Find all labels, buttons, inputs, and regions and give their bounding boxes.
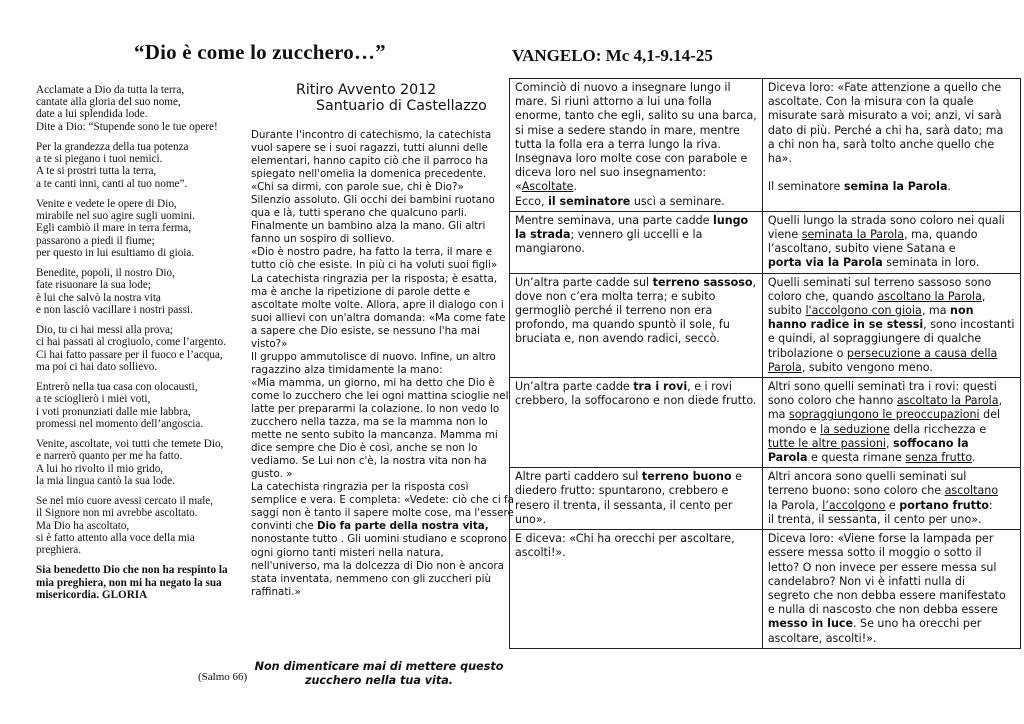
gospel-line: dove non c’era molta terra; e subito [515,289,716,303]
gospel-line: Parola, subito vengono meno. [767,360,933,374]
gospel-line: segreto che non debba essere manifestato [767,588,1006,602]
story-line: qua e là, tutti sperano che qualcuno parli. [251,207,468,220]
parable-cell [510,211,763,273]
gospel-table-body [510,79,1021,649]
story-line: ogni giorno tanti misteri nella natura, [251,546,444,559]
psalm-column [36,84,250,601]
gospel-line: si mise a sedere stando in mare, mentre [515,123,740,137]
gospel-line: Mentre seminava, una parte cadde lungo [515,213,749,227]
gospel-line: il trenta, il sessanta, il cento per uno». [767,512,982,526]
psalm-stanza: Acclamate a Dio da tutta la terra, cantate alla gloria del suo nome, date a lui splendida lode. Dite a Dio: “Stupende sono le tue opere! [36,84,218,133]
gospel-line: misurate sarà misurato a voi; anzi, vi sarà [767,109,1002,123]
gospel-line: l’ascoltano, subito viene Satana e [767,242,956,256]
parable-cell [510,468,763,530]
page-title: “Dio è come lo zucchero…” [134,40,386,64]
gospel-line: sono coloro che hanno ascoltato la Parola, [767,394,1003,408]
gospel-line: coloro che, quando ascoltano la Parola, [767,289,986,303]
psalm-doxology: Sia benedetto Dio che non ha respinto la mia preghiera, non mi ha negato la sua misericordia. GLORIA [36,564,228,601]
psalm-reference: (Salmo 66) [198,671,248,683]
gospel-line: crebbero, la soffocarono e non diede frutto. [515,394,757,408]
closing-note: Non dimenticare mai di mettere questo zucchero nella tua vita. [254,660,504,687]
explanation-cell [762,468,1020,530]
story-line: suoi allievi con un'altra domanda: «Ma come fate [251,311,506,324]
parable-cell [510,273,763,377]
gospel-line: porta via la Parola seminata in loro. [767,256,980,270]
retreat-title: Ritiro Avvento 2012 [296,82,437,98]
story-line: ma è anche la ripetizione di parole dette e [251,285,471,298]
gospel-line: la strada; vennero gli uccelli e la [515,228,703,242]
story-line: fanno un sospiro di sollievo. [251,233,395,246]
gospel-line: e quindi, al sopraggiungere di qualche [767,332,982,346]
gospel-line: dato di più. Perché a chi ha, sarà dato; ma [767,123,1004,137]
gospel-line: Parola e questa rimane senza frutto. [767,451,976,465]
gospel-line: Il seminatore semina la Parola. [767,180,951,194]
gospel-line: Quelli lungo la strada sono coloro nei quali [767,213,1005,227]
gospel-line: terreno buono: sono coloro che ascoltano [767,484,999,498]
gospel-line: subito l'accolgono con gioia, ma non [767,304,974,318]
gospel-line: mare. Si riunì attorno a lui una folla [515,95,712,109]
gospel-line: enorme, tanto che egli, salito su una barca, [515,109,757,123]
gospel-line: Un’altra parte cadde tra i rovi, e i rovi [515,380,732,394]
story-line: Silenzio assoluto. Gli occhi dei bambini ruotano [251,194,495,207]
gospel-line: la Parola, l’accolgono e portano frutto: [767,498,993,512]
gospel-line: diceva loro nel suo insegnamento: [515,166,707,180]
gospel-line: tutta la folla era a terra lungo la riva. [515,137,721,151]
gospel-line: Diceva loro: «Fate attenzione a quello che [767,81,1002,94]
gospel-line: uno». [515,512,547,526]
explanation-cell [762,530,1020,649]
story-line: nell'universo, ma la dolcezza di Dio non è ancora [251,559,504,572]
gospel-line: essere messa sotto il moggio o sotto il [767,546,982,560]
table-row [510,468,1021,530]
table-row [510,211,1021,273]
gospel-line: tribolazione o persecuzione a causa della [767,346,998,360]
gospel-line: Diceva loro: «Viene forse la lampada per [767,532,994,546]
story-line: convinti che Dio fa parte della nostra vita, [251,520,489,533]
psalm-stanza: Benedite, popoli, il nostro Dio, fate risuonare la sua lode; è lui che salvò la nostra vita e non lasciò vacillare i nostri passi. [36,267,193,316]
gospel-line: profondo, ma quando spuntò il sole, fu [515,318,730,332]
story-line: ragazzino alza timidamente la mano: [251,363,443,376]
explanation-cell [762,211,1020,273]
story-line: come lo zucchero che lei ogni mattina scioglie nel [251,389,509,402]
psalm-stanza: Dio, tu ci hai messi alla prova; ci hai passati al crogiuolo, come l’argento. Ci hai fatto passare per il fuoco e l’acqua, ma poi ci hai dato sollievo. [36,324,226,373]
table-row [510,79,1021,212]
psalm-stanza: Per la grandezza della tua potenza a te si piegano i tuoi nemici. A te si prostri tutta la terra, a te canti inni, canti al tuo nome”. [36,141,189,190]
gospel-line: viene seminata la Parola, ma, quando [767,228,978,242]
story-line: La catechista ringrazia per la risposta così [251,481,469,494]
gospel-line: mangiarono. [515,242,585,256]
gospel-line: Un’altra parte cadde sul terreno sassoso, [515,275,757,289]
gospel-line: Altre parti caddero sul terreno buono e [515,470,742,484]
gospel-line: mondo e la seduzione della ricchezza e [767,422,987,436]
psalm-stanza: Venite e vedete le opere di Dio, mirabile nel suo agire sugli uomini. Egli cambiò il mare in terra ferma, passarono a piedi il fiume; per questo in lui esultiamo di gioia. [36,198,196,259]
gospel-line: ascoltate. Con la misura con la quale [767,95,974,109]
story-line: Durante l'incontro di catechismo, la catechista [251,129,492,141]
psalm-stanza: Venite, ascoltate, voi tutti che temete Dio, e narrerò quanto per me ha fatto. A lui ho rivolto il mio grido, la mia lingua cantò la sua lode. [36,438,224,487]
table-row [510,378,1021,468]
story-line: semplice e vera. E completa: «Vedete: ciò che ci fa [251,494,514,507]
gospel-line: tutte le altre passioni, soffocano la [767,436,969,450]
gospel-line: «Ascoltate. [515,180,577,194]
story-line: «Mia mamma, un giorno, mi ha detto che Dio è [251,376,495,389]
parable-cell [510,378,763,468]
gospel-line [768,166,1015,180]
story-line: visto?» [251,337,288,350]
gospel-line: Altri ancora sono quelli seminati sul [767,470,967,484]
story-line: dice sempre che Dio è così, anche se non lo [251,442,478,455]
story-line: Finalmente un bambino alza la mano. Gli altri [251,220,486,233]
story-line: Il gruppo ammutolisce di nuovo. Infine, un altro [251,350,496,363]
story-line: latte per prepararmi la colazione. Io non vedo lo [251,402,500,415]
gospel-line: ascoltare, ascolti!». [767,631,877,645]
story-line: nonostante tutto . Gli uomini studiano e scoprono [251,533,507,546]
gospel-line: Altri sono quelli seminati tra i rovi: questi [767,380,997,394]
gospel-line: Insegnava loro molte cose con parabole e [515,152,748,166]
story-line: gusto. » [251,468,293,481]
gospel-line: diedero frutto: spuntarono, crebbero e [515,484,729,498]
retreat-place: Santuario di Castellazzo [316,98,487,114]
parable-cell [510,79,763,212]
parable-cell [510,530,763,649]
gospel-line: germogliò perché il terreno non era [515,304,713,318]
gospel-line: E diceva: «Chi ha orecchi per ascoltare, [515,532,735,546]
story-line: zucchero nella tazza, ma se la mamma non lo [251,416,488,429]
psalm-stanza: Entrerò nella tua casa con olocausti, a te scioglierò i miei voti, i voti pronunziati dalle mie labbra, promessi nel momento dell’angoscia. [36,381,204,430]
story-line: «Chi sa dirmi, con parole sue, chi è Dio?» [251,181,464,194]
gospel-line: ascolti!». [515,546,566,560]
story-line: vediamo. Se Lui non c'è, la nostra vita non ha [251,455,487,468]
gospel-line: Cominciò di nuovo a insegnare lungo il [515,81,731,94]
gospel-line: ha». [767,152,792,166]
gospel-line: hanno radice in se stessi, sono incostanti [767,318,1015,332]
explanation-cell [762,378,1020,468]
table-row [510,273,1021,377]
story-line: «Dio è nostro padre, ha fatto la terra, il mare e [251,246,493,259]
gospel-line: ma sopraggiungono le preoccupazioni del [767,408,1001,422]
gospel-line: a chi non ha, sarà tolto anche quello che [767,137,995,151]
table-row [510,530,1021,649]
gospel-line: messo in luce. Se uno ha orecchi per [767,617,982,631]
story-line: ascoltate molte volte. Allora, apre il dialogo con i [251,298,504,311]
story-line: elementari, hanno capito ciò che il parroco ha [251,155,489,168]
gospel-line: candelabro? Non vi è infatti nulla di [767,574,966,588]
story-line: stata inventata, nemmeno con gli zuccheri più [251,572,491,585]
gospel-title: VANGELO: Mc 4,1-9.14-25 [512,46,713,65]
psalm-stanza: Se nel mio cuore avessi cercato il male, il Signore non mi avrebbe ascoltato. Ma Dio ha ascoltato, si è fatto attento alla voce della mia preghiera. [36,495,214,557]
story-highlight: Dio fa parte della nostra vita, [316,520,489,533]
story-line: La catechista ringrazia per la risposta; è esatta, [251,272,498,285]
story-line: mette ne sento subito la mancanza. Mamma mi [251,429,498,442]
gospel-line: Quelli seminati sul terreno sassoso sono [767,275,992,289]
gospel-line: letto? O non invece per essere messa sul [767,560,997,574]
story-line: tutto ciò che esiste. In più ci ha voluti suoi figli» [251,259,498,272]
story-line: vuol sapere se i suoi ragazzi, tutti alunni delle [251,142,488,155]
story-line: spiegato nell'omelia la domenica precedente. [251,168,487,181]
gospel-line: bruciata e, non avendo radici, seccò. [515,332,720,346]
story-line: a sapere che Dio esiste, se nessuno l'ha mai [251,324,480,337]
story-text [251,129,514,599]
explanation-cell [762,273,1020,377]
story-line: raffinati.» [251,585,301,598]
gospel-line: e nulla di nascosto che non debba essere [767,603,998,617]
explanation-cell [762,79,1020,212]
gospel-table [509,78,1021,649]
gospel-line: resero il trenta, il sessanta, il cento per [515,498,733,512]
gospel-line: Ecco, il seminatore uscì a seminare. [515,194,725,208]
story-line: saggi non è tanto il sapere molte cose, ma l'essere [251,507,514,520]
